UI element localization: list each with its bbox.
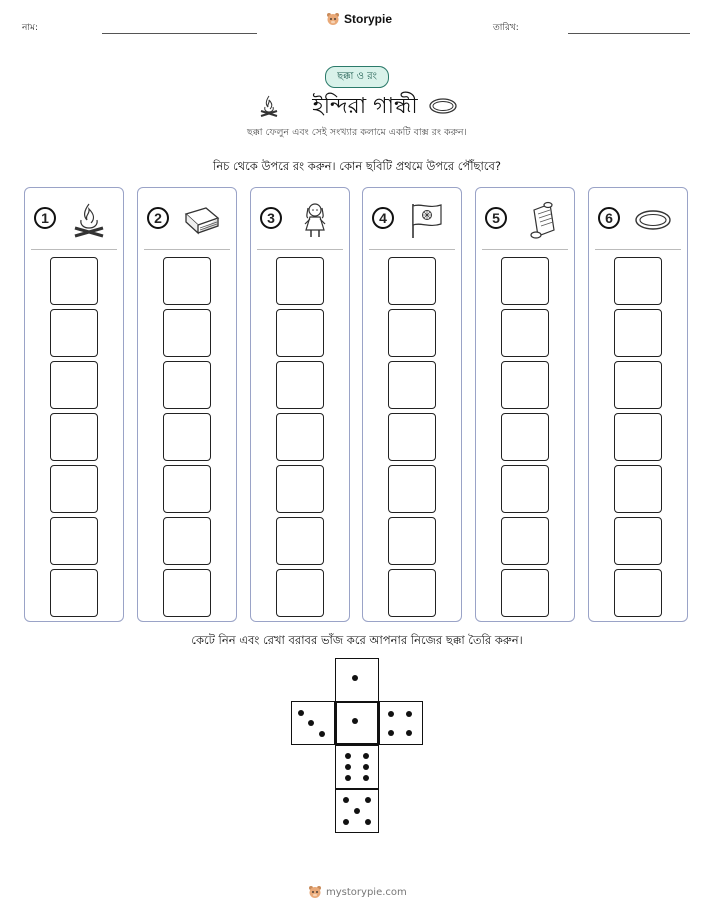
- color-box[interactable]: [501, 517, 549, 565]
- color-box[interactable]: [501, 361, 549, 409]
- date-line[interactable]: [568, 33, 690, 34]
- cut-instruction: কেটে নিন এবং রেখা বরাবর ভাঁজ করে আপনার নিজের ছক্কা তৈরি করুন।: [191, 633, 523, 647]
- color-box[interactable]: [50, 465, 98, 513]
- color-box[interactable]: [614, 465, 662, 513]
- color-box[interactable]: [50, 569, 98, 617]
- campfire-icon: [69, 200, 109, 240]
- dice-face-five: [335, 789, 379, 833]
- color-box[interactable]: [50, 257, 98, 305]
- column-3: [250, 187, 350, 622]
- color-box[interactable]: [276, 465, 324, 513]
- color-box[interactable]: [276, 569, 324, 617]
- color-box[interactable]: [50, 309, 98, 357]
- column-number: 3: [260, 207, 282, 229]
- color-box[interactable]: [388, 413, 436, 461]
- color-box[interactable]: [388, 517, 436, 565]
- color-box[interactable]: [614, 309, 662, 357]
- dice-face-six: [335, 745, 379, 789]
- page-title: ইন্দিরা গান্ধী: [312, 94, 418, 119]
- color-box[interactable]: [50, 361, 98, 409]
- instruction-text: নিচ থেকে উপরে রং করুন। কোন ছবিটি প্রথমে উপরে পৌঁছাবে?: [213, 159, 501, 173]
- color-box[interactable]: [388, 257, 436, 305]
- column-number: 2: [147, 207, 169, 229]
- color-box[interactable]: [163, 257, 211, 305]
- color-box[interactable]: [388, 569, 436, 617]
- color-box[interactable]: [163, 517, 211, 565]
- color-box[interactable]: [614, 413, 662, 461]
- dice-face-four: [379, 701, 423, 745]
- color-box[interactable]: [501, 413, 549, 461]
- dice-face-one-top: [335, 658, 379, 702]
- color-box[interactable]: [163, 361, 211, 409]
- footer-url[interactable]: mystorypie.com: [326, 886, 407, 898]
- color-box[interactable]: [501, 569, 549, 617]
- flag-icon: [407, 200, 447, 240]
- color-box[interactable]: [501, 465, 549, 513]
- color-box[interactable]: [501, 257, 549, 305]
- activity-badge: ছক্কা ও রং: [325, 66, 389, 88]
- color-box[interactable]: [614, 517, 662, 565]
- brand-name: Storypie: [344, 12, 393, 26]
- girl-doll-icon: [295, 200, 335, 240]
- scroll-icon: [520, 200, 560, 240]
- color-box[interactable]: [50, 413, 98, 461]
- bear-mascot-icon: [308, 885, 322, 899]
- color-box[interactable]: [163, 413, 211, 461]
- book-icon: [182, 200, 222, 240]
- storypie-logo: [326, 12, 392, 26]
- name-line[interactable]: [102, 33, 257, 34]
- column-4: [362, 187, 462, 622]
- color-box[interactable]: [388, 465, 436, 513]
- color-box[interactable]: [276, 361, 324, 409]
- color-box[interactable]: [614, 361, 662, 409]
- column-1: [24, 187, 124, 622]
- color-box[interactable]: [163, 465, 211, 513]
- column-5: [475, 187, 575, 622]
- color-box[interactable]: [501, 309, 549, 357]
- color-box[interactable]: [163, 309, 211, 357]
- column-number: 4: [372, 207, 394, 229]
- date-label: তারিখ:: [493, 23, 519, 33]
- bangle-icon: [428, 96, 458, 116]
- color-box[interactable]: [614, 257, 662, 305]
- footer: [308, 885, 407, 899]
- dice-face-one-center: [335, 701, 379, 745]
- color-box[interactable]: [276, 413, 324, 461]
- column-2: [137, 187, 237, 622]
- color-box[interactable]: [388, 309, 436, 357]
- color-box[interactable]: [276, 257, 324, 305]
- color-box[interactable]: [163, 569, 211, 617]
- column-number: 6: [598, 207, 620, 229]
- campfire-icon: [258, 93, 280, 119]
- bear-mascot-icon: [326, 12, 340, 26]
- color-box[interactable]: [388, 361, 436, 409]
- dice-face-three: [291, 701, 335, 745]
- column-number: 5: [485, 207, 507, 229]
- column-number: 1: [34, 207, 56, 229]
- name-label: নাম:: [22, 23, 39, 33]
- subtitle: ছক্কা ফেলুন এবং সেই সংখ্যার কলামে একটি বাক্স রং করুন।: [247, 127, 467, 138]
- color-box[interactable]: [276, 517, 324, 565]
- color-box[interactable]: [276, 309, 324, 357]
- bangle-icon: [633, 200, 673, 240]
- color-box[interactable]: [614, 569, 662, 617]
- column-6: [588, 187, 688, 622]
- color-box[interactable]: [50, 517, 98, 565]
